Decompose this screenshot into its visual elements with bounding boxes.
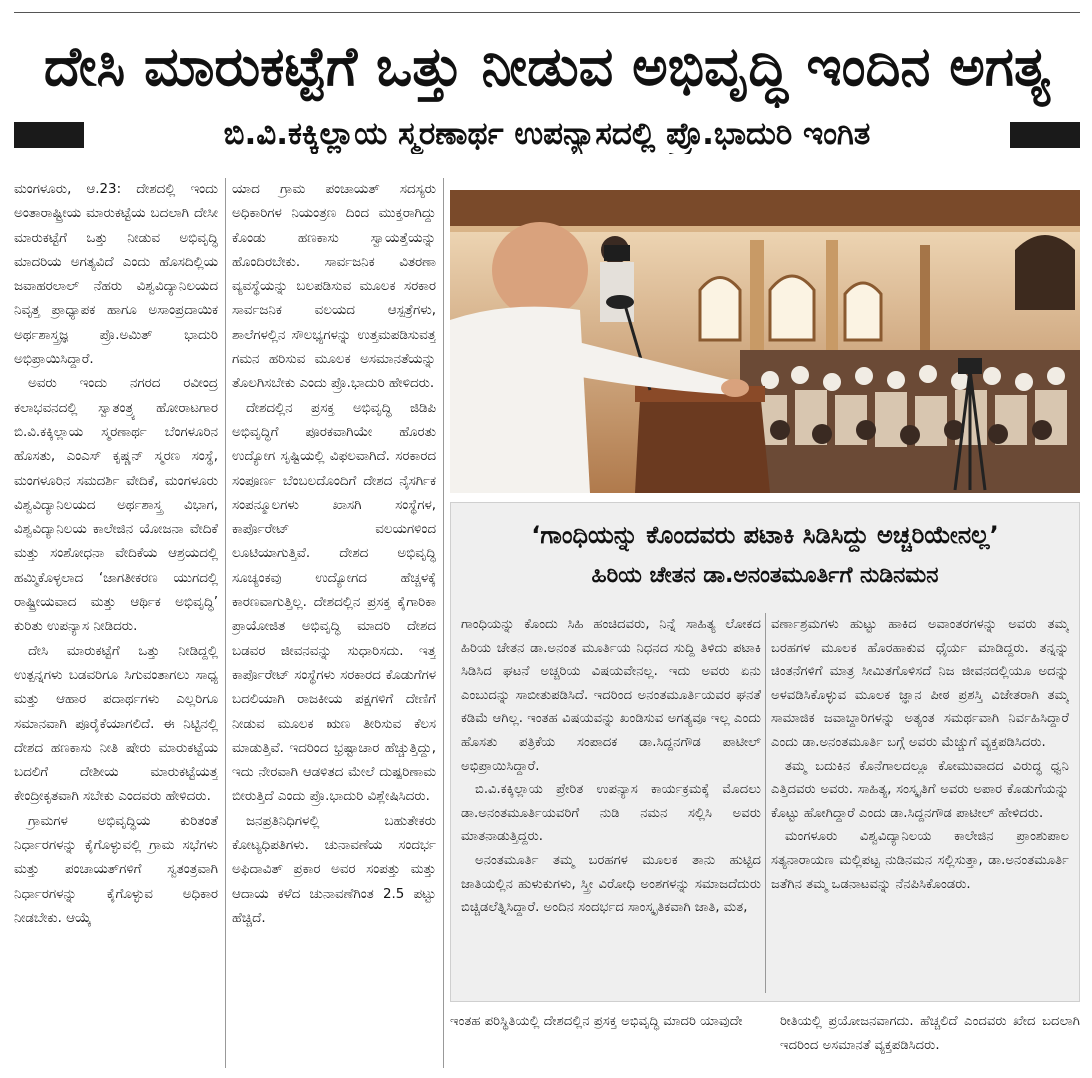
paragraph: ದೇಶದಲ್ಲಿನ ಪ್ರಸಕ್ತ ಅಭಿವೃದ್ಧಿ ಜಿಡಿಪಿ ಅಭಿವೃದ್ಧಿಗೆ ಪೂರಕವಾಗಿಯೇ ಹೊರತು ಉದ್ಯೋಗ ಸೃಷ್ಟಿಯಲ್ಲಿ ವಿಫಲವಾಗಿದೆ. ಸರಕಾರದ ಸಂಪೂರ್ಣ ಬೆಂಬಲದೊಂದಿಗೆ ದೇಶದ ನೈಸರ್ಗಿಕ ಸಂಪನ್ಮೂಲಗಳು ಖಾಸಗಿ ಸಂಸ್ಥೆಗಳ, ಕಾರ್ಪೊರೇಟ್ ವಲಯಗಳಿಂದ ಲೂಟಿಯಾಗುತ್ತಿವೆ. ದೇಶದ ಅಭಿವೃದ್ಧಿ ಸೂಚ್ಯಂಕವು ಉದ್ಯೋಗದ ಹೆಚ್ಚಳಕ್ಕೆ ಕಾರಣವಾಗುತ್ತಿಲ್ಲ. ದೇಶದಲ್ಲಿನ ಪ್ರಸಕ್ತ ಕೈಗಾರಿಕಾ ಪ್ರಾಯೋಜಿತ ಅಭಿವೃದ್ಧಿ ಮಾದರಿ ದೇಶದ ಬಡವರ ಜೀವನವನ್ನು ಸುಧಾರಿಸದು. ಇತ್ತ ಕಾರ್ಪೊರೇಟ್ ಸಂಸ್ಥೆಗಳು ಸರಕಾರದ ಕೊಡುಗೆಗಳ ಬದಲಿಯಾಗಿ ರಾಜಕೀಯ ಪಕ್ಷಗಳಿಗೆ ದೇಣಿಗೆ ನೀಡುವ ಮೂಲಕ ಋಣ ತೀರಿಸುವ ಕೆಲಸ ಮಾಡುತ್ತಿವೆ. ಇದರಿಂದ ಭ್ರಷ್ಟಾಚಾರ ಹೆಚ್ಚುತ್ತಿದ್ದು, ಇದು ನೇರವಾಗಿ ಆಡಳಿತದ ಮೇಲೆ ದುಷ್ಪರಿಣಾಮ ಬೀರುತ್ತಿದೆ ಎಂದು ಪ್ರೊ.ಭಾದುರಿ ವಿಶ್ಲೇಷಿಸಿದರು.	[232, 400, 436, 805]
boxed-story	[450, 502, 1080, 1002]
paragraph: ಗ್ರಾಮಗಳ ಅಭಿವೃದ್ಧಿಯ ಕುರಿತಂತೆ ನಿರ್ಧಾರಗಳನ್ನು ಕೈಗೊಳ್ಳುವಲ್ಲಿ ಗ್ರಾಮ ಸಭೆಗಳು ಮತ್ತು ಪಂಚಾಯತ್‌ಗಳಿಗೆ ಸ್ವತಂತ್ರವಾಗಿ ನಿರ್ಧಾರಗಳನ್ನು ಕೈಗೊಳ್ಳುವ ಅಧಿಕಾರ ನೀಡಬೇಕು. ಆಯ್ಕೆ	[14, 813, 218, 926]
lecture-photo-icon	[450, 190, 1080, 493]
paragraph: ಅವರು ಇಂದು ನಗರದ ರವೀಂದ್ರ ಕಲಾಭವನದಲ್ಲಿ ಸ್ವಾತಂತ್ರ್ಯ ಹೋರಾಟಗಾರ ಬಿ.ವಿ.ಕಕ್ಕಿಲ್ಲಾಯ ಸ್ಮರಣಾರ್ಥ ಬೆಂಗಳೂರಿನ ಹೊಸತು, ಎಂಎಸ್ ಕೃಷ್ಣನ್ ಸ್ಮರಣ ಸಂಸ್ಥೆ, ಮಂಗಳೂರಿನ ಸಮದರ್ಶಿ ವೇದಿಕೆ, ಮಂಗಳೂರು ವಿಶ್ವವಿದ್ಯಾನಿಲಯದ ಅರ್ಥಶಾಸ್ತ್ರ ವಿಭಾಗ, ವಿಶ್ವವಿದ್ಯಾನಿಲಯ ಕಾಲೇಜಿನ ಯೋಜನಾ ವೇದಿಕೆ ಮತ್ತು ಸಂಶೋಧನಾ ವೇದಿಕೆಯ ಆಶ್ರಯದಲ್ಲಿ ಹಮ್ಮಿಕೊಳ್ಳಲಾದ ‘ಜಾಗತೀಕರಣ ಯುಗದಲ್ಲಿ ರಾಷ್ಟ್ರೀಯವಾದ ಮತ್ತು ಆರ್ಥಿಕ ಅಭಿವೃದ್ಧಿ’ ಕುರಿತು ಉಪನ್ಯಾಸ ನೀಡಿದರು.	[14, 376, 218, 635]
boxed-story-title: ‘ಗಾಂಧಿಯನ್ನು ಕೊಂದವರು ಪಟಾಕಿ ಸಿಡಿಸಿದ್ದು ಅಚ್ಚರಿಯೇನಲ್ಲ’	[531, 521, 999, 549]
boxed-story-subtitle: ಹಿರಿಯ ಚೇತನ ಡಾ.ಅನಂತಮೂರ್ತಿಗೆ ನುಡಿನಮನ	[591, 563, 939, 588]
lecture-photo	[450, 190, 1080, 493]
column-divider	[765, 613, 766, 993]
paragraph: ವರ್ಣಾಶ್ರಮಗಳು ಹುಟ್ಟು ಹಾಕಿದ ಅವಾಂತರಗಳನ್ನು ಅವರು ತಮ್ಮ ಬರಹಗಳ ಮೂಲಕ ಹೊರಹಾಕುವ ಧೈರ್ಯ ಮಾಡಿದ್ದರು. ತನ್ನನ್ನು ಚಿಂತನೆಗಳಿಗೆ ಮಾತ್ರ ಸೀಮಿತಗೊಳಿಸದೆ ನಿಜ ಜೀವನದಲ್ಲಿಯೂ ಅದನ್ನು ಅಳವಡಿಸಿಕೊಳ್ಳುವ ಮೂಲಕ ಜ್ಞಾನ ಪೀಠ ಪ್ರಶಸ್ತಿ ವಿಜೇತರಾಗಿ ತಮ್ಮ ಸಾಮಾಜಿಕ ಜವಾಬ್ದಾರಿಗಳನ್ನು ಅತ್ಯಂತ ಸಮರ್ಥವಾಗಿ ನಿರ್ವಹಿಸಿದ್ದಾರೆ ಎಂದು ಡಾ.ಅನಂತಮೂರ್ತಿ ಬಗ್ಗೆ ಅವರು ಮೆಚ್ಚುಗೆ ವ್ಯಕ್ತಪಡಿಸಿದರು.	[771, 617, 1069, 750]
paragraph: ಅನಂತಮೂರ್ತಿ ತಮ್ಮ ಬರಹಗಳ ಮೂಲಕ ತಾನು ಹುಟ್ಟಿದ ಜಾತಿಯಲ್ಲಿನ ಹುಳುಕುಗಳು, ಸ್ತ್ರೀ ವಿರೋಧಿ ಅಂಶಗಳನ್ನು ಸಮಾಜದೆದುರು ಬಿಚ್ಚಿಡಲೆತ್ನಿಸಿದ್ದಾರೆ. ಅಂದಿನ ಸಂದರ್ಭದ ಸಾಂಸ್ಕೃತಿಕವಾಗಿ ಜಾತಿ, ಮತ,	[461, 852, 761, 916]
paragraph: ಜನಪ್ರತಿನಿಧಿಗಳಲ್ಲಿ ಬಹುತೇಕರು ಕೋಟ್ಯಧಿಪತಿಗಳು. ಚುನಾವಣೆಯ ಸಂದರ್ಭ ಅಫಿದಾವಿತ್ ಪ್ರಕಾರ ಅವರ ಸಂಪತ್ತು ಮತ್ತು ಆದಾಯ ಕಳೆದ ಚುನಾವಣೆಗಿಂತ 2.5 ಪಟ್ಟು ಹೆಚ್ಚಿದೆ.	[232, 813, 436, 926]
continuation-left: ಇಂತಹ ಪರಿಸ್ಥಿತಿಯಲ್ಲಿ ದೇಶದಲ್ಲಿನ ಪ್ರಸಕ್ತ ಅಭಿವೃದ್ಧಿ ಮಾದರಿ ಯಾವುದೇ	[450, 1014, 743, 1029]
boxed-story-column-1	[461, 613, 761, 999]
column-divider	[225, 178, 226, 1068]
subhead-row	[14, 114, 1080, 154]
paragraph: ಬಿ.ವಿ.ಕಕ್ಕಿಲ್ಲಾಯ ಪ್ರೇರಿತ ಉಪನ್ಯಾಸ ಕಾರ್ಯಕ್ರಮಕ್ಕೆ ಮೊದಲು ಡಾ.ಅನಂತಮೂರ್ತಿಯವರಿಗೆ ನುಡಿ ನಮನ ಸಲ್ಲಿಸಿ ಅವರು ಮಾತನಾಡುತ್ತಿದ್ದರು.	[461, 782, 761, 845]
headline: ದೇಸಿ ಮಾರುಕಟ್ಟೆಗೆ ಒತ್ತು ನೀಡುವ ಅಭಿವೃದ್ಧಿ ಇಂದಿನ ಅಗತ್ಯ	[43, 35, 1051, 98]
paragraph: ಮಂಗಳೂರು, ಆ.23: ದೇಶದಲ್ಲಿ ಇಂದು ಅಂತಾರಾಷ್ಟ್ರೀಯ ಮಾರುಕಟ್ಟೆಯ ಬದಲಾಗಿ ದೇಸೀ ಮಾರುಕಟ್ಟೆಗೆ ಒತ್ತು ನೀಡುವ ಅಭಿವೃದ್ಧಿ ಮಾದರಿಯ ಅಗತ್ಯವಿದೆ ಎಂದು ಹೊಸದಿಲ್ಲಿಯ ಜವಾಹರಲಾಲ್ ನೆಹರು ವಿಶ್ವವಿದ್ಯಾನಿಲಯದ ನಿವೃತ್ತ ಪ್ರಾಧ್ಯಾಪಕ ಹಾಗೂ ಅಸಾಂಪ್ರದಾಯಿಕ ಅರ್ಥಶಾಸ್ತ್ರಜ್ಞ ಪ್ರೊ.ಅಮಿತ್ ಭಾದುರಿ ಅಭಿಪ್ರಾಯಿಸಿದ್ದಾರೆ.	[14, 182, 218, 368]
paragraph: ಮಂಗಳೂರು ವಿಶ್ವವಿದ್ಯಾನಿಲಯ ಕಾಲೇಜಿನ ಪ್ರಾಂಶುಪಾಲ ಸತ್ಯನಾರಾಯಣ ಮಲ್ಲಿಪಟ್ಟ ನುಡಿನಮನ ಸಲ್ಲಿಸುತ್ತಾ, ಡಾ.ಅನಂತಮೂರ್ತಿ ಜತೆಗಿನ ತಮ್ಮ ಒಡನಾಟವನ್ನು ನೆನಪಿಸಿಕೊಂಡರು.	[771, 829, 1069, 892]
column-divider	[443, 178, 444, 1068]
paragraph: ದೇಸಿ ಮಾರುಕಟ್ಟೆಗೆ ಒತ್ತು ನೀಡಿದ್ದಲ್ಲಿ ಉತ್ಪನ್ನಗಳು ಬಡವರಿಗೂ ಸಿಗುವಂತಾಗಲು ಸಾಧ್ಯ ಮತ್ತು ಆಹಾರ ಪದಾರ್ಥಗಳು ಎಲ್ಲರಿಗೂ ಸಮಾನವಾಗಿ ಪೂರೈಕೆಯಾಗಲಿದೆ. ಈ ನಿಟ್ಟಿನಲ್ಲಿ ದೇಶದ ಹಣಕಾಸು ನೀತಿ ಷೇರು ಮಾರುಕಟ್ಟೆಯ ಬದಲಿಗೆ ದೇಶೀಯ ಮಾರುಕಟ್ಟೆಯತ್ತ ಕೇಂದ್ರೀಕೃತವಾಗಿ ಸಬೇಕು ಎಂದವರು ಹೇಳಿದರು.	[14, 643, 218, 805]
paragraph: ತಮ್ಮ ಬದುಕಿನ ಕೊನೆಗಾಲದಲ್ಲೂ ಕೋಮುವಾದದ ವಿರುದ್ಧ ಧ್ವನಿ ಎತ್ತಿದವರು ಅವರು. ಸಾಹಿತ್ಯ, ಸಂಸ್ಕೃತಿಗೆ ಅವರು ಅಪಾರ ಕೊಡುಗೆಯನ್ನು ಕೊಟ್ಟು ಹೋಗಿದ್ದಾರೆ ಎಂದು ಡಾ.ಸಿದ್ದನಗೌಡ ಪಾಟೀಲ್ ಹೇಳಿದರು.	[771, 758, 1069, 821]
subhead-right-bar	[1010, 122, 1080, 148]
paragraph: ಗಾಂಧಿಯನ್ನು ಕೊಂದು ಸಿಹಿ ಹಂಚಿದವರು, ನಿನ್ನೆ ಸಾಹಿತ್ಯ ಲೋಕದ ಹಿರಿಯ ಚೇತನ ಡಾ.ಅನಂತ ಮೂರ್ತಿಯ ನಿಧನದ ಸುದ್ದಿ ತಿಳಿದು ಪಟಾಕಿ ಸಿಡಿಸಿದ ಘಟನೆ ಅಚ್ಚರಿಯ ವಿಷಯವೇನಲ್ಲ. ಇದು ಅವರು ಏನು ಎಂಬುದನ್ನು ಸಾಬೀತುಪಡಿಸಿದೆ. ಇದರಿಂದ ಅನಂತಮೂರ್ತಿಯವರ ಘನತೆ ಕಡಿಮೆ ಆಗಿಲ್ಲ. ಇಂತಹ ವಿಷಯವನ್ನು ಖಂಡಿಸುವ ಅಗತ್ಯವೂ ಇಲ್ಲ ಎಂದು ಹೊಸತು ಪತ್ರಿಕೆಯ ಸಂಪಾದಕ ಡಾ.ಸಿದ್ದನಗೌಡ ಪಾಟೀಲ್ ಅಭಿಪ್ರಾಯಿಸಿದ್ದಾರೆ.	[461, 617, 761, 774]
paragraph: ಯಾದ ಗ್ರಾಮ ಪಂಚಾಯತ್ ಸದಸ್ಯರು ಅಧಿಕಾರಿಗಳ ನಿಯಂತ್ರಣ ದಿಂದ ಮುಕ್ತರಾಗಿದ್ದು ಕೊಂಡು ಹಣಕಾಸು ಸ್ವಾಯತ್ತೆಯನ್ನು ಹೊಂದಿರಬೇಕು. ಸಾರ್ವಜನಿಕ ವಿತರಣಾ ವ್ಯವಸ್ಥೆಯನ್ನು ಬಲಪಡಿಸುವ ಮೂಲಕ ಸರಕಾರ ಸಾರ್ವಜನಿಕ ವಲಯದ ಆಸ್ಪತ್ರೆಗಳು, ಶಾಲೆಗಳಲ್ಲಿನ ಸೌಲಭ್ಯಗಳನ್ನು ಉತ್ತಮಪಡಿಸುವತ್ತ ಗಮನ ಹರಿಸುವ ಮೂಲಕ ಅಸಮಾನತೆಯನ್ನು ತೊಲಗಿಸಬೇಕು ಎಂದು ಪ್ರೊ.ಭಾದುರಿ ಹೇಳಿದರು.	[232, 182, 436, 392]
boxed-story-column-2	[771, 613, 1069, 999]
main-story-column-2	[232, 178, 436, 1068]
subhead: ಬಿ.ವಿ.ಕಕ್ಕಿಲ್ಲಾಯ ಸ್ಮರಣಾರ್ಥ ಉಪನ್ಯಾಸದಲ್ಲಿ ಪ್ರೊ.ಭಾದುರಿ ಇಂಗಿತ	[223, 116, 871, 152]
main-story-continuation	[450, 1010, 1080, 1070]
main-story-column-1	[14, 178, 218, 1068]
top-rule	[14, 12, 1080, 13]
subhead-left-bar	[14, 122, 84, 148]
continuation-right: ರೀತಿಯಲ್ಲಿ ಪ್ರಯೋಜನವಾಗದು. ಹೆಚ್ಚಲಿದೆ ಎಂದವರು ಖೇದ ಬದಲಾಗಿ ಇದರಿಂದ ಅಸಮಾನತೆ ವ್ಯಕ್ತಪಡಿಸಿದರು.	[780, 1014, 1080, 1053]
